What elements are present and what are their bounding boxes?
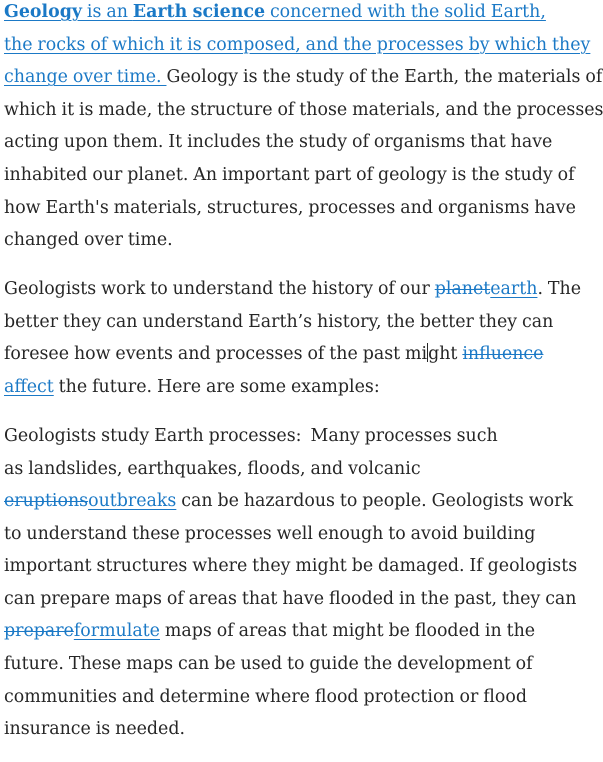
text-line: future. These maps can be used to guide the development of — [4, 654, 533, 675]
body-text: foresee how events and processes of the past mi — [4, 344, 428, 365]
text-line — [4, 0, 564, 29]
inserted-text: the rocks of which it is composed, and the processes by which they — [4, 34, 591, 55]
deleted-text: eruptions — [4, 491, 89, 512]
inserted-text: outbreaks — [88, 491, 177, 512]
inserted-text: Earth science — [132, 2, 266, 22]
text-line — [4, 420, 564, 453]
body-text: Geologists work to understand the history of our — [4, 279, 435, 300]
text-line — [4, 61, 603, 94]
text-line: changed over time. — [4, 230, 173, 251]
inserted-text: earth — [490, 279, 538, 300]
paragraph-intro[interactable] — [4, 0, 603, 257]
deleted-text: influence — [462, 344, 544, 365]
text-line: as landslides, earthquakes, floods, and volcanic — [4, 458, 421, 479]
text-line: which it is made, the structure of those materials, and the processes — [4, 99, 603, 120]
text-line — [4, 615, 564, 648]
document-body[interactable] — [4, 0, 603, 762]
text-line: insurance is needed. — [4, 719, 186, 740]
body-text: the future. Here are some examples: — [53, 376, 380, 397]
inserted-text: is an — [82, 2, 133, 22]
inserted-text: concerned with the solid Earth, — [265, 2, 546, 22]
body-text: Geology is the study of the Earth, the materials of — [166, 67, 603, 88]
inserted-text: formulate — [73, 621, 160, 642]
text-line — [4, 485, 573, 518]
text-line — [4, 371, 564, 404]
deleted-text: planet — [434, 279, 491, 300]
body-text: maps of areas that might be flooded in the — [159, 621, 536, 642]
paragraph-processes[interactable] — [4, 420, 578, 746]
deleted-text: prepare — [4, 621, 74, 642]
inserted-text: change over time. — [4, 67, 167, 88]
body-text: ght — [428, 344, 463, 365]
text-line: important structures where they might be damaged. If geologists — [4, 556, 578, 577]
body-text: can be hazardous to people. Geologists work — [176, 491, 573, 512]
paragraph-history[interactable] — [4, 273, 581, 403]
text-line: can prepare maps of areas that have flooded in the past, they can — [4, 588, 577, 609]
text-line: communities and determine where flood protection or flood — [4, 686, 527, 707]
body-text: Many processes such — [310, 425, 498, 446]
text-line: better they can understand Earth’s history, the better they can — [4, 311, 554, 332]
text-line — [4, 338, 564, 371]
text-line: inhabited our planet. An important part of geology is the study of — [4, 164, 575, 185]
inserted-text: Geology — [4, 2, 82, 22]
text-line — [4, 273, 581, 306]
text-line — [4, 29, 591, 62]
text-line: how Earth's materials, structures, processes and organisms have — [4, 197, 576, 218]
body-text: . The — [537, 279, 581, 300]
text-line: to understand these processes well enough to avoid building — [4, 523, 536, 544]
text-line: acting upon them. It includes the study of organisms that have — [4, 132, 553, 153]
inserted-text: affect — [4, 376, 54, 397]
section-lead: Geologists study Earth processes: — [4, 425, 302, 446]
